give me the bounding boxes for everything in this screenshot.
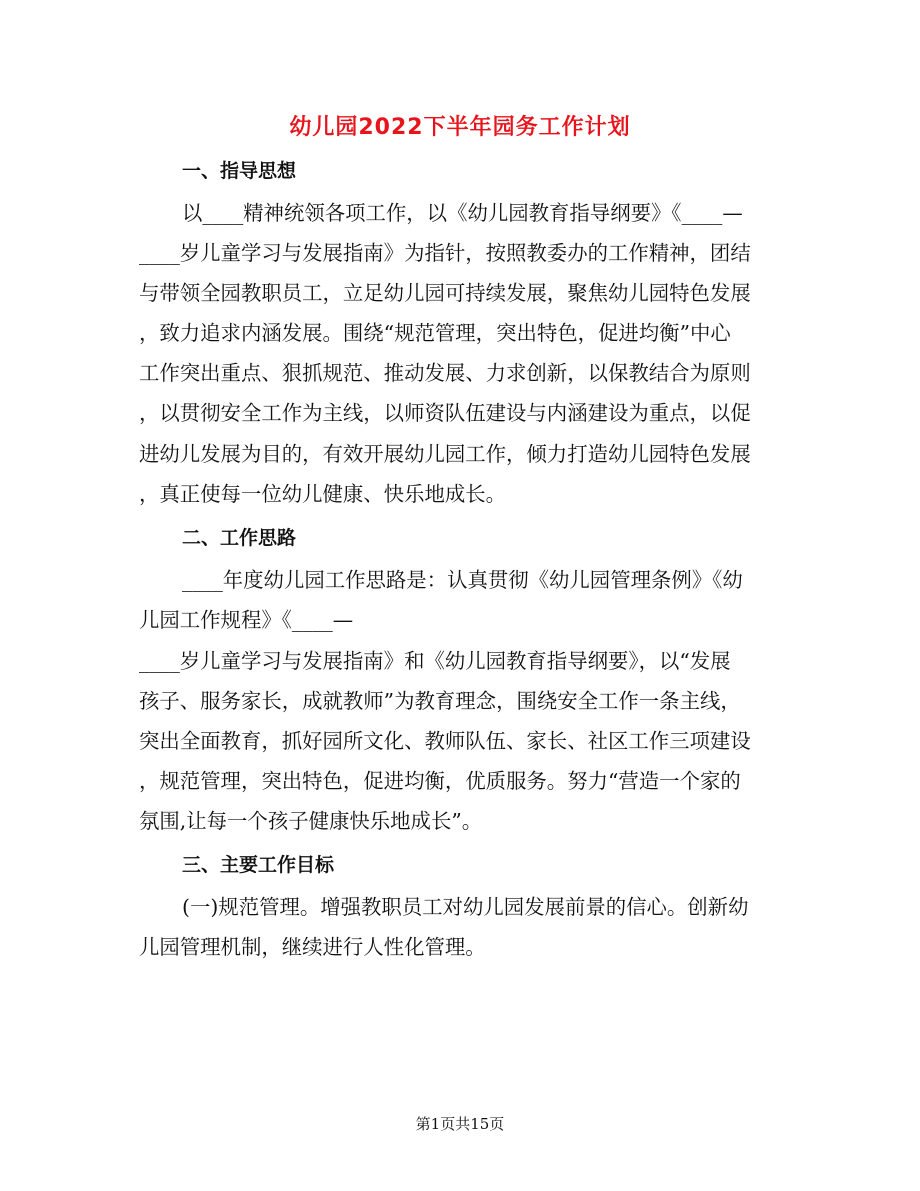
section-heading-main-goals: 三、主要工作目标: [182, 854, 335, 876]
paragraph-line: 工作突出重点、狠抓规范、推动发展、力求创新，以保教结合为原则: [139, 361, 751, 385]
paragraph-line: ____年度幼儿园工作思路是：认真贯彻《幼儿园管理条例》《幼: [182, 568, 743, 592]
paragraph-line: ，真正使每一位幼儿健康、快乐地成长。: [139, 482, 507, 506]
paragraph-line: ____岁儿童学习与发展指南》为指针，按照教委办的工作精神，团结: [139, 241, 751, 265]
page-title: 幼儿园2022下半年园务工作计划: [289, 115, 631, 140]
paragraph-line: 儿园管理机制，继续进行人性化管理。: [139, 935, 486, 959]
paragraph-line: 氛围,让每一个孩子健康快乐地成长”。: [139, 809, 483, 833]
section-heading-work-approach: 二、工作思路: [182, 527, 297, 549]
section-heading-guiding-ideology: 一、指导思想: [182, 160, 297, 182]
paragraph-line: 突出全面教育，抓好园所文化、教师队伍、家长、社区工作三项建设: [139, 729, 751, 753]
paragraph-line: 进幼儿发展为目的，有效开展幼儿园工作，倾力打造幼儿园特色发展: [139, 442, 751, 466]
paragraph-line: ，以贯彻安全工作为主线，以师资队伍建设与内涵建设为重点，以促: [139, 401, 751, 425]
paragraph-line: ____岁儿童学习与发展指南》和《幼儿园教育指导纲要》，以“发展: [139, 649, 731, 673]
paragraph-line: ，致力追求内涵发展。围绕“规范管理，突出特色，促进均衡”中心: [139, 321, 731, 345]
paragraph-line: 与带领全园教职员工，立足幼儿园可持续发展，聚焦幼儿园特色发展: [139, 281, 751, 305]
paragraph-line: 儿园工作规程》《____—: [139, 608, 354, 632]
paragraph-line: ，规范管理，突出特色，促进均衡，优质服务。努力“营造一个家的: [139, 769, 741, 793]
page-footer: 第1页共15页: [415, 1115, 505, 1133]
paragraph-line: 孩子、服务家长，成就教师”为教育理念，围绕安全工作一条主线，: [139, 689, 741, 713]
paragraph-line: (一)规范管理。增强教职员工对幼儿园发展前景的信心。创新幼: [182, 895, 749, 919]
paragraph-line: 以____精神统领各项工作，以《幼儿园教育指导纲要》《____—: [182, 201, 743, 225]
